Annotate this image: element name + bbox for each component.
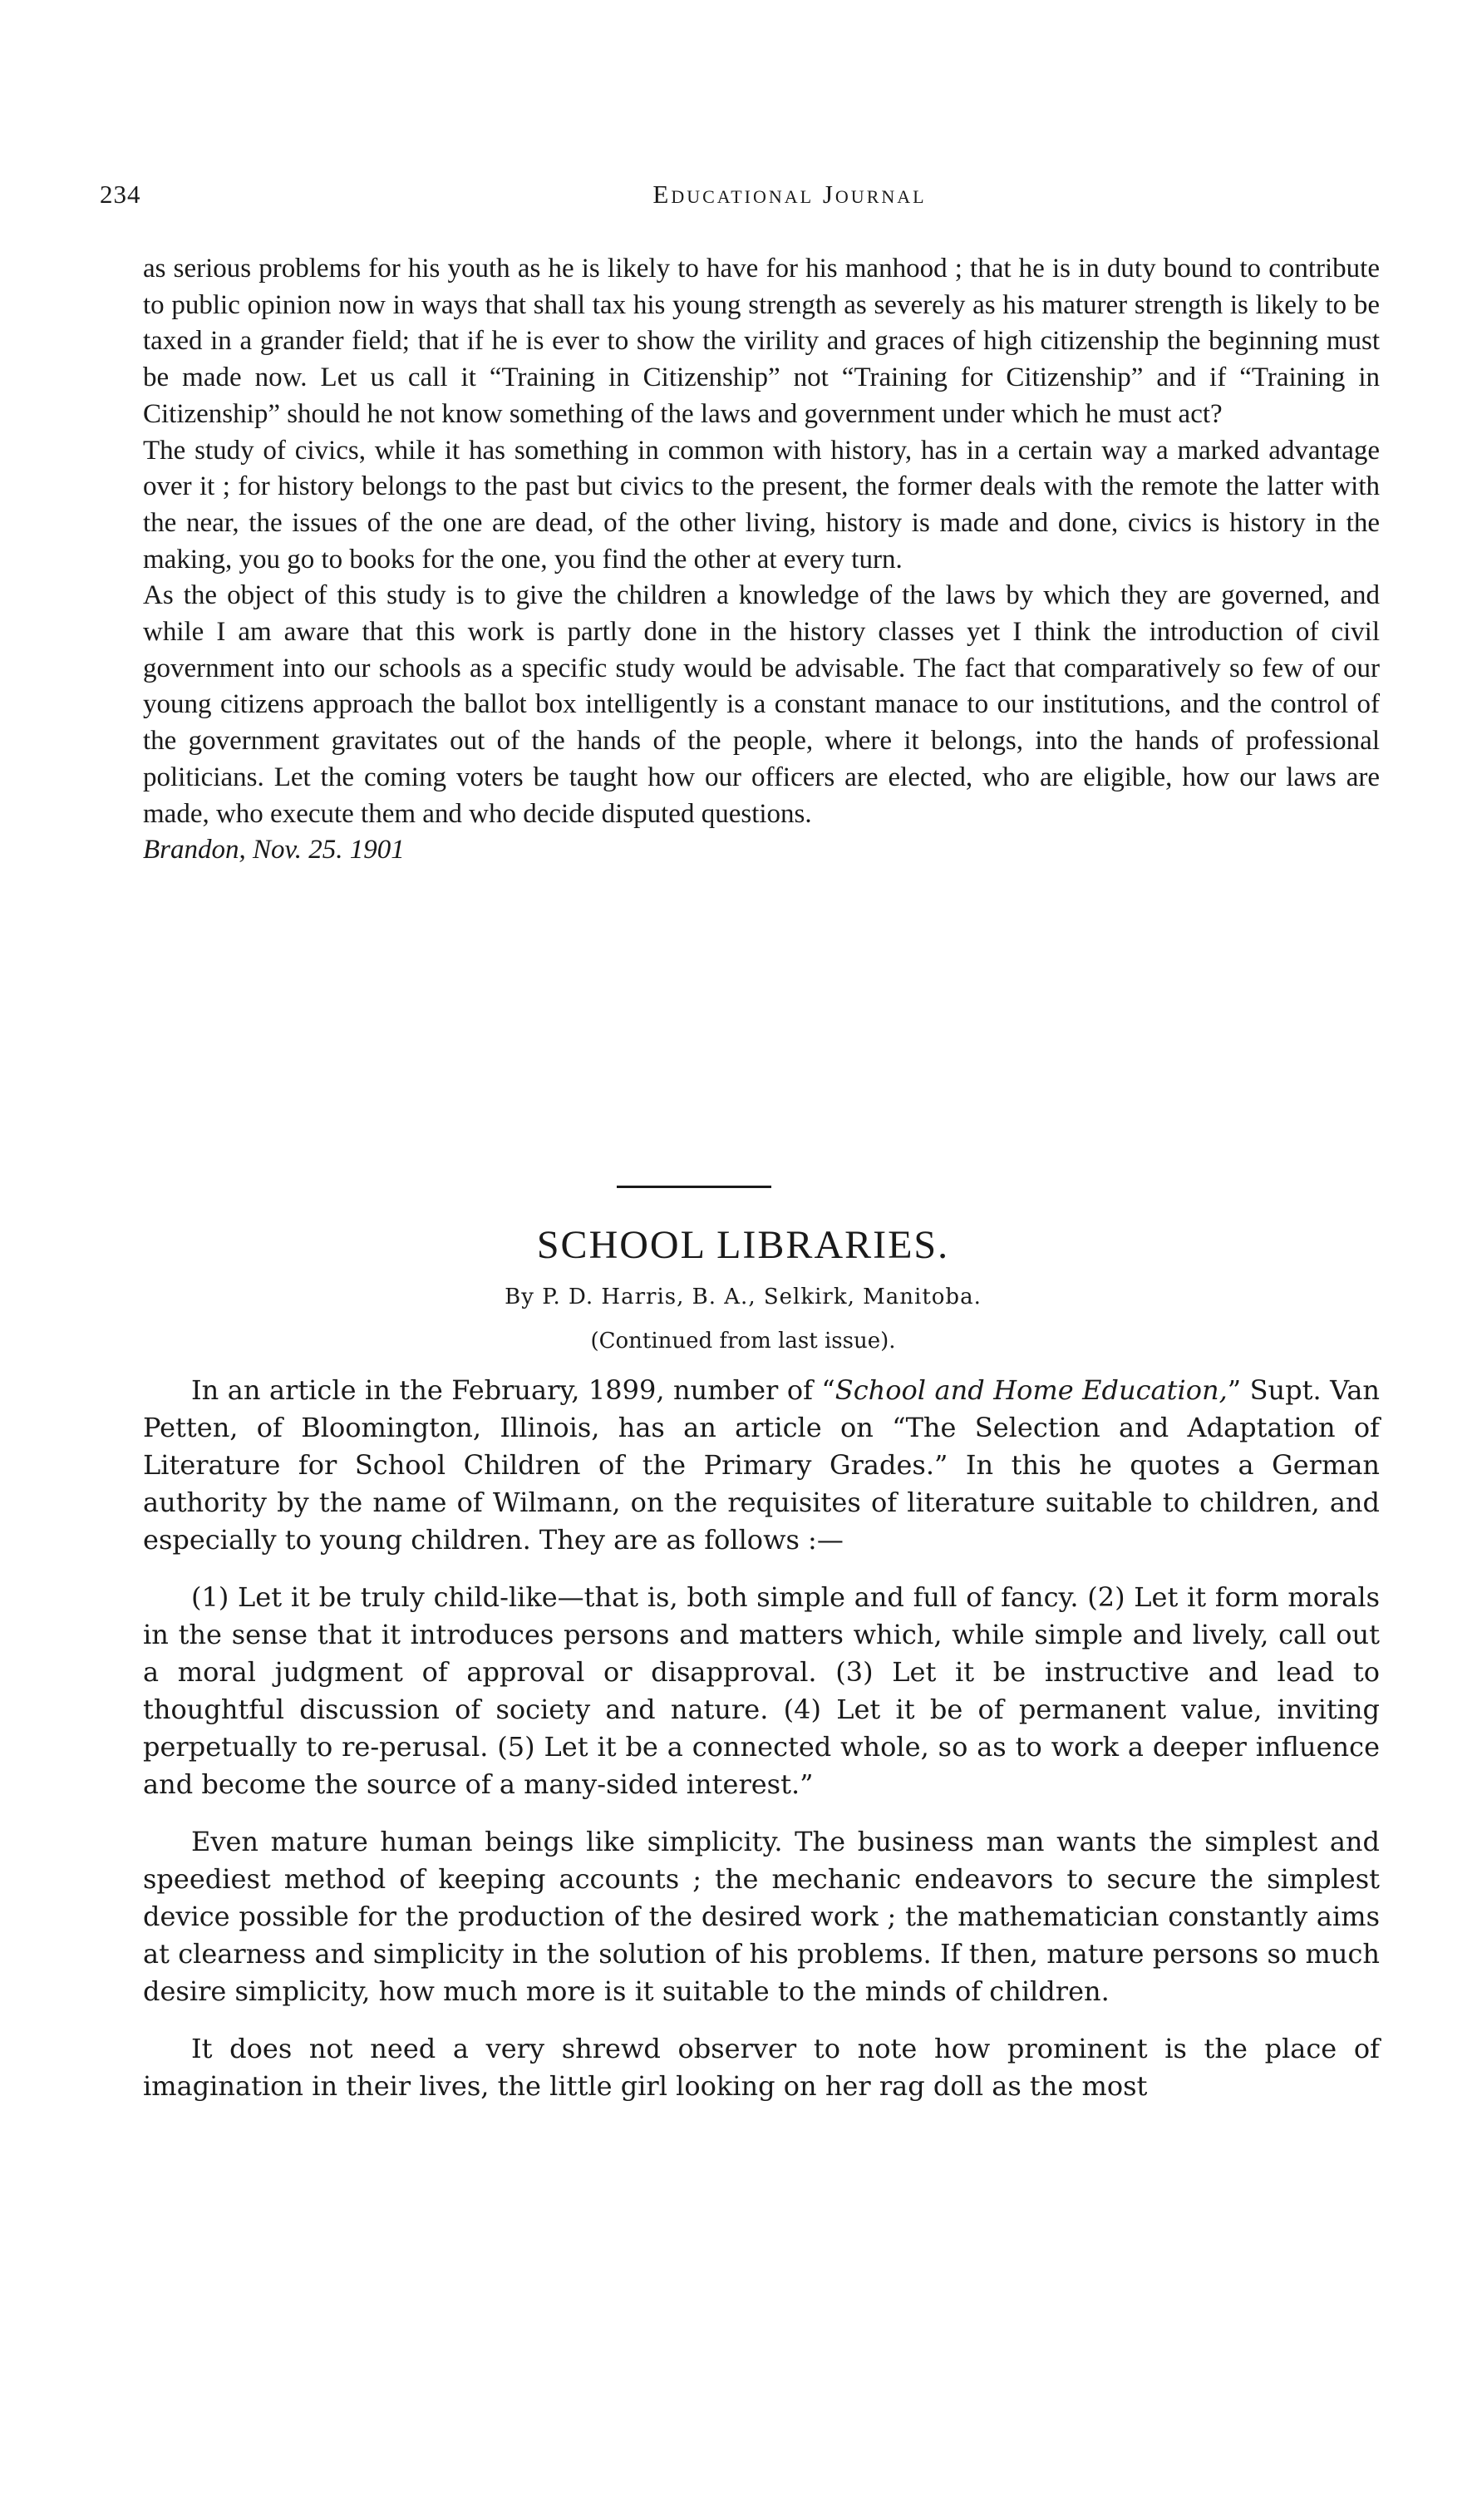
paragraph-civil-government: As the object of this study is to give the children a knowledge of the laws by which they are governed, and while I am aware that this work is partly done in the history classes yet I think the introduction of civil government into our schools as a specific study would be advisable. The fact that comparatively so few of our young citizens approach the ballot box intelligently is a constant manace to our institutions, and the control of the government gravitates out of the hands of the people, where it belongs, into the hands of professional politicians. Let the coming voters be taught how our officers are elected, who are eligible, how our laws are made, who execute them and who decide disputed questions. — [143, 580, 1380, 829]
paragraph-wilmann-rest: ” Supt. Van Petten, of Bloomington, Illinois, has an article on “The Selection and Adaptation of Literature for School Children of the Primary Grades.” In this he quotes a German authority by the name of Wilmann, on the requisites of literature suitable to children, and especially to young children. They are as follows :— — [143, 1374, 1381, 1556]
page-header — [100, 165, 1396, 215]
paragraph-wilmann — [143, 1372, 1380, 1559]
running-head: Educational Journal — [652, 180, 927, 209]
paragraph-requisites: (1) Let it be truly child-like—that is, both simple and full of fancy. (2) Let it form morals in the sense that it introduces persons and matters which, while simple and lively, call out a moral judgment of approval or disapproval. (3) Let it be instructive and lead to thoughtful discussion of society and nature. (4) Let it be of permanent value, inviting perpetually to re-perusal. (5) Let it be a connected whole, so as to work a deeper influence and become the source of a many-sided interest.” — [143, 1581, 1380, 1800]
previous-article-conclusion — [143, 251, 1380, 869]
paragraph-simplicity: Even mature human beings like simplicity. The business man wants the simplest and speediest method of keeping accounts ; the mechanic endeavors to secure the simplest device possible for the production of the desired work ; the mathematician constantly aims at clearness and simplicity in the solution of his problems. If then, mature persons so much desire simplicity, how much more is it suitable to the minds of children. — [143, 1826, 1380, 2007]
continued-note: (Continued from last issue). — [590, 1329, 896, 1354]
signature-place-date: Brandon, Nov. 25. 1901 — [143, 835, 405, 865]
paragraph-citizenship: as serious problems for his youth as he is likely to have for his manhood ; that he is in duty bound to contribute to public opinion now in ways that shall tax his young strength as severely as his maturer strength is likely to be taxed in a grander field; that if he is ever to show the virility and graces of high citizenship the beginning must be made now. Let us call it “Training in Citizenship” not “Training for Citizenship” and if “Training in Citizenship” should he not know something of the laws and government under which he must act? — [143, 254, 1380, 429]
publication-title: School and Home Education, — [834, 1374, 1228, 1406]
paragraph-wilmann-start: In an article in the February, 1899, number of “ — [191, 1374, 835, 1406]
page-number: 234 — [100, 180, 141, 209]
paragraph-imagination: It does not need a very shrewd observer to note how prominent is the place of imagination in their lives, the little girl looking on her rag doll as the most — [143, 2033, 1380, 2102]
paragraph-civics: The study of civics, while it has something in common with history, has in a certain way a marked advantage over it ; for history belongs to the past but civics to the present, the former deals with the remote the latter with the near, the issues of the one are dead, of the other living, history is made and done, civics is history in the making, you go to books for the one, you find the other at every turn. — [143, 435, 1380, 575]
article-title: SCHOOL LIBRARIES. — [536, 1223, 950, 1267]
article-byline: By P. D. Harris, B. A., Selkirk, Manitoba. — [505, 1285, 982, 1309]
section-divider — [617, 1186, 771, 1188]
article-body — [143, 1372, 1380, 2105]
